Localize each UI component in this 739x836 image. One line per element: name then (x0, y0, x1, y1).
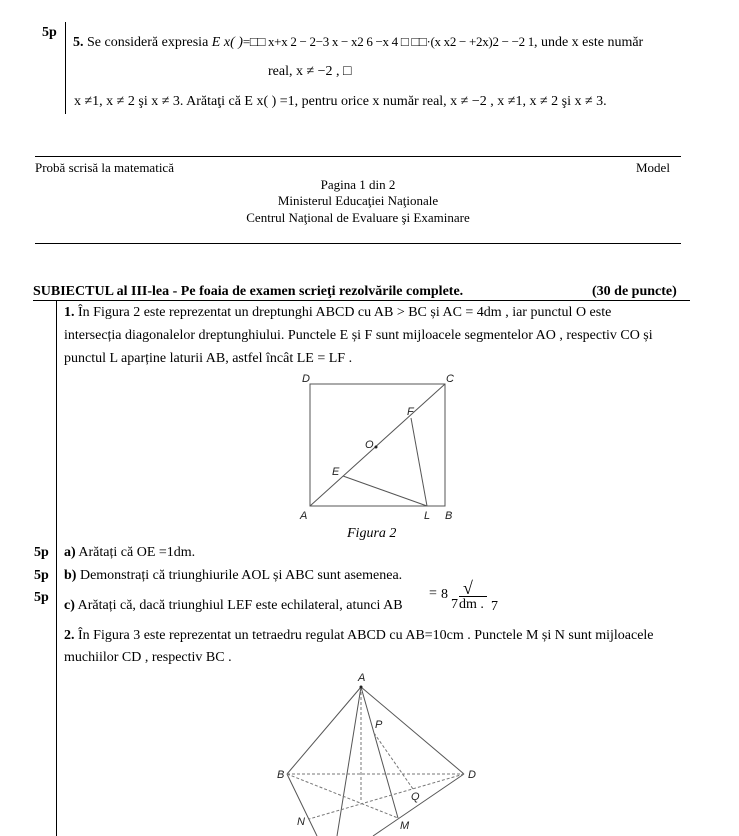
part-c (64, 598, 403, 614)
problem5-line1 (73, 34, 643, 51)
label-L: L (424, 510, 431, 522)
footer-bottom-rule (35, 243, 681, 244)
problem2-line1-text: În Figura 3 este reprezentat un tetraedru regulat ABCD cu AB=10cm . Punctele M și N sunt mijloacele (78, 628, 654, 643)
figure-2-caption: Figura 2 (347, 526, 397, 541)
problem5-intro: Se consideră expresia (87, 35, 209, 50)
margin-rule-section3 (56, 300, 57, 836)
points-label-a: 5p (34, 545, 49, 560)
problem1-number: 1. (64, 305, 75, 320)
problem1-line1-text: În Figura 2 este reprezentat un dreptunghi ABCD cu AB > BC și AC = 4dm , iar punctul O este (78, 305, 612, 320)
margin-rule-p5 (65, 22, 66, 114)
label-A: A (300, 510, 308, 522)
label-M: M (400, 820, 410, 832)
part-b (64, 568, 402, 584)
part-c-text: Arătați că, dacă triunghiul LEF este echilateral, atunci AB (77, 598, 403, 613)
figure-2-rectangle-diagram (290, 370, 470, 525)
section-title-rule (33, 300, 690, 301)
problem5-garbled-formula: =□□ x+x 2 − 2−3 x − x2 6 −x 4 □ □□·(x x2 − +2x)2 − −2 1 (242, 34, 534, 49)
problem1-line2: intersecția diagonalelor dreptunghiului. Punctele E și F sunt mijloacele segmentelor AO , respectiv CO și (64, 328, 653, 343)
label-N: N (297, 816, 305, 828)
figure-3-tetrahedron-diagram (260, 665, 490, 836)
part-a-label: a) (64, 545, 76, 560)
label-E: E (332, 466, 340, 478)
footer-center-name: Centrul Naţional de Evaluare şi Examinare (246, 210, 470, 225)
problem2-line2: muchiilor CD , respectiv BC . (64, 650, 232, 665)
section-title: SUBIECTUL al III-lea - Pe foaia de examen scrieţi rezolvările complete. (33, 284, 464, 299)
problem5-line3: x ≠1, x ≠ 2 şi x ≠ 3. Arătaţi că E x( ) =1, pentru orice x număr real, x ≠ −2 , x ≠1, x ≠ 2 şi x ≠ 3. (74, 94, 607, 109)
problem5-line2: real, x ≠ −2 , □ (268, 64, 352, 79)
label-B: B (445, 510, 453, 522)
problem1-line1 (64, 305, 611, 321)
footer-left-text: Probă scrisă la matematică (35, 160, 174, 175)
points-label-b: 5p (34, 568, 49, 583)
problem5-expr-name: E x( ) (211, 35, 243, 50)
label-D: D (468, 769, 476, 781)
part-a-text: Arătați că OE =1dm. (78, 545, 196, 560)
section-points: (30 de puncte) (592, 284, 677, 299)
label-B: B (277, 769, 285, 781)
footer-right-text: Model (636, 160, 670, 175)
problem2-line1 (64, 628, 654, 644)
part-b-label: b) (64, 568, 77, 583)
problem1-line3: punctul L aparține laturii AB, astfel încât LE = LF . (64, 351, 353, 366)
points-label-c: 5p (34, 590, 49, 605)
label-Q: Q (411, 791, 420, 803)
label-C: C (446, 373, 454, 385)
problem5-number: 5. (73, 35, 84, 50)
label-A: A (358, 672, 366, 684)
footer-top-rule (35, 156, 681, 157)
footer-ministry: Ministerul Educaţiei Naţionale (277, 193, 439, 208)
footer-page-number: Pagina 1 din 2 (320, 177, 396, 192)
part-a (64, 545, 195, 561)
label-F: F (407, 406, 414, 418)
part-c-label: c) (64, 598, 75, 613)
label-D: D (302, 373, 310, 385)
label-P: P (375, 719, 383, 731)
part-b-text: Demonstrați că triunghiurile AOL și ABC sunt asemenea. (79, 568, 403, 583)
problem5-tail: , unde x este număr (533, 35, 644, 50)
problem2-number: 2. (64, 628, 75, 643)
label-O: O (365, 439, 374, 451)
points-label-p5: 5p (42, 25, 57, 40)
